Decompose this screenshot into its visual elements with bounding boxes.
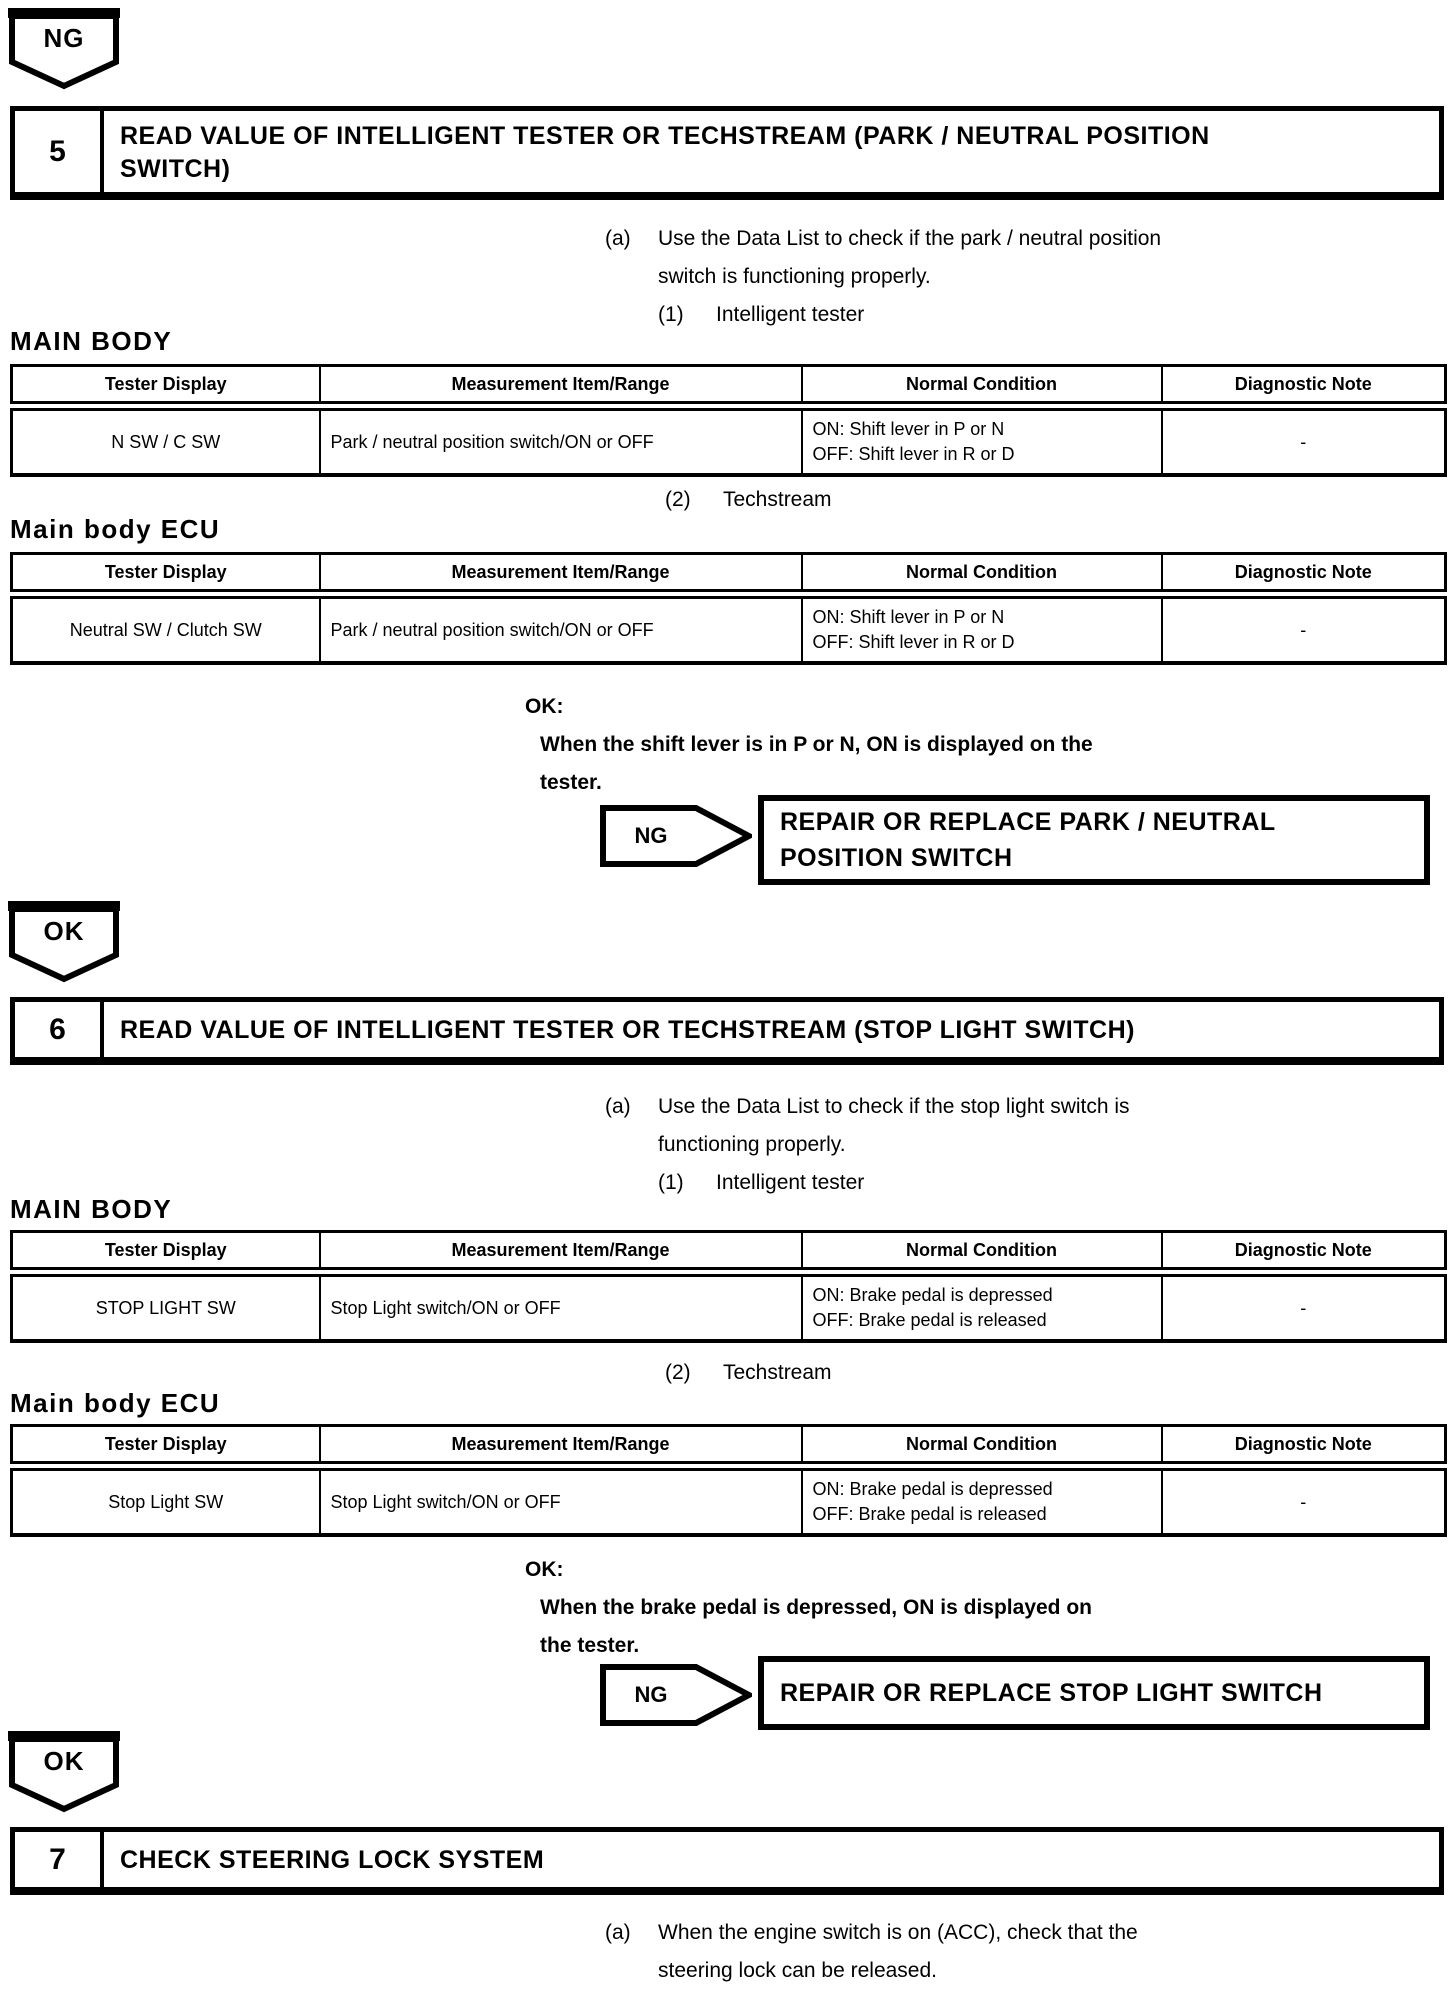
cell-tester-display: STOP LIGHT SW xyxy=(95,1297,236,1318)
ecu-heading-step5: Main body ECU xyxy=(10,514,221,544)
column-header-diagnostic-note: Diagnostic Note xyxy=(1162,1426,1446,1467)
sub-item-text: Intelligent tester xyxy=(716,303,865,326)
list-label-a: (a) xyxy=(605,1095,631,1118)
column-header-diagnostic-note: Diagnostic Note xyxy=(1162,554,1446,595)
list-label-1: (1) xyxy=(658,303,684,326)
cell-diagnostic-note: - xyxy=(1162,594,1446,663)
ng-result-step6 xyxy=(600,1656,1440,1730)
cell-diagnostic-note: - xyxy=(1162,1466,1446,1535)
ok-flow-connector-1 xyxy=(8,901,120,985)
ok-connector-label: OK xyxy=(43,1745,85,1776)
instruction-line: switch is functioning properly. xyxy=(658,265,931,288)
list-label-2: (2) xyxy=(665,488,691,511)
ng-connector-label: NG xyxy=(43,22,85,53)
step-5-title-line: SWITCH) xyxy=(120,154,231,183)
ok-label: OK: xyxy=(525,1558,564,1581)
step-7-header xyxy=(10,1827,1444,1895)
column-header-diagnostic-note: Diagnostic Note xyxy=(1162,1232,1446,1273)
list-label-2: (2) xyxy=(665,1361,691,1384)
column-header-measurement: Measurement Item/Range xyxy=(320,554,802,595)
cell-tester-display: Stop Light SW xyxy=(108,1491,224,1512)
sub-item-text: Techstream xyxy=(723,1361,832,1384)
instruction-line: Use the Data List to check if the park / neutral position xyxy=(658,227,1162,250)
repair-action-box-step5 xyxy=(758,795,1430,885)
ok-condition-note-step6 xyxy=(525,1551,1092,1665)
step-6-number: 6 xyxy=(15,1002,104,1057)
cell-measurement: Stop Light switch/ON or OFF xyxy=(320,1272,802,1341)
instruction-line: When the engine switch is on (ACC), check that the xyxy=(658,1921,1138,1944)
repair-action-line: REPAIR OR REPLACE STOP LIGHT SWITCH xyxy=(780,1679,1323,1707)
cell-measurement: Stop Light switch/ON or OFF xyxy=(320,1466,802,1535)
ok-label: OK: xyxy=(525,695,564,718)
step-6-title-line: READ VALUE OF INTELLIGENT TESTER OR TECHSTREAM (STOP LIGHT SWITCH) xyxy=(120,1016,1135,1044)
main-body-table-step6 xyxy=(10,1230,1447,1343)
step-5-instruction xyxy=(605,220,1161,334)
list-label-1: (1) xyxy=(658,1171,684,1194)
step-7-title xyxy=(104,1832,1439,1887)
ok-connector-label: OK xyxy=(43,915,85,946)
sub-item-text: Techstream xyxy=(723,488,832,511)
ng-arrow-label: NG xyxy=(634,823,668,848)
ok-condition-line: the tester. xyxy=(540,1634,640,1657)
column-header-normal-condition: Normal Condition xyxy=(802,1232,1162,1273)
step-7-number: 7 xyxy=(15,1832,104,1887)
table-row xyxy=(12,1466,1446,1535)
sub-item-text: Intelligent tester xyxy=(716,1171,865,1194)
list-label-a: (a) xyxy=(605,1921,631,1944)
instruction-line: steering lock can be released. xyxy=(658,1959,937,1982)
main-body-heading-step6: MAIN BODY xyxy=(10,1194,173,1224)
main-body-heading-step5: MAIN BODY xyxy=(10,326,173,356)
cell-tester-display: Neutral SW / Clutch SW xyxy=(69,619,262,640)
step-6-item-2 xyxy=(665,1354,832,1392)
step-6-title xyxy=(104,1002,1439,1057)
cell-normal-condition: ON: Brake pedal is depressed OFF: Brake pedal is released xyxy=(802,1466,1162,1535)
column-header-measurement: Measurement Item/Range xyxy=(320,1232,802,1273)
instruction-line: Use the Data List to check if the stop light switch is xyxy=(658,1095,1130,1118)
column-header-normal-condition: Normal Condition xyxy=(802,1426,1162,1467)
column-header-normal-condition: Normal Condition xyxy=(802,366,1162,407)
table-header-row xyxy=(12,1426,1446,1467)
ecu-heading-step6: Main body ECU xyxy=(10,1388,221,1418)
step-5-title-line: READ VALUE OF INTELLIGENT TESTER OR TECHSTREAM (PARK / NEUTRAL POSITION xyxy=(120,121,1210,150)
repair-action-box-step6 xyxy=(758,1656,1430,1730)
column-header-tester-display: Tester Display xyxy=(12,1426,320,1467)
column-header-tester-display: Tester Display xyxy=(12,1232,320,1273)
step-7-title-line: CHECK STEERING LOCK SYSTEM xyxy=(120,1846,545,1874)
table-row xyxy=(12,406,1446,475)
main-body-table-step5 xyxy=(10,364,1447,477)
column-header-diagnostic-note: Diagnostic Note xyxy=(1162,366,1446,407)
ng-result-arrow xyxy=(600,1664,752,1726)
repair-action-line: REPAIR OR REPLACE PARK / NEUTRAL xyxy=(780,808,1276,836)
ecu-table-step6 xyxy=(10,1424,1447,1537)
ok-condition-line: When the shift lever is in P or N, ON is displayed on the xyxy=(540,733,1093,756)
column-header-normal-condition: Normal Condition xyxy=(802,554,1162,595)
ok-condition-line: tester. xyxy=(540,771,602,794)
cell-normal-condition: ON: Brake pedal is depressed OFF: Brake pedal is released xyxy=(802,1272,1162,1341)
table-header-row xyxy=(12,1232,1446,1273)
column-header-tester-display: Tester Display xyxy=(12,366,320,407)
cell-measurement: Park / neutral position switch/ON or OFF xyxy=(320,594,802,663)
table-header-row xyxy=(12,554,1446,595)
ng-flow-connector xyxy=(8,8,120,92)
step-6-header xyxy=(10,997,1444,1065)
ok-condition-note-step5 xyxy=(525,688,1093,802)
step-5-item-2 xyxy=(665,481,832,519)
ng-result-step5 xyxy=(600,795,1440,885)
cell-diagnostic-note: - xyxy=(1162,406,1446,475)
step-7-instruction xyxy=(605,1914,1138,1990)
ok-condition-line: When the brake pedal is depressed, ON is displayed on xyxy=(540,1596,1092,1619)
repair-action-line: POSITION SWITCH xyxy=(780,844,1013,872)
table-row xyxy=(12,594,1446,663)
step-5-header xyxy=(10,106,1444,200)
ok-flow-connector-2 xyxy=(8,1731,120,1815)
cell-diagnostic-note: - xyxy=(1162,1272,1446,1341)
step-5-title xyxy=(104,111,1439,192)
column-header-measurement: Measurement Item/Range xyxy=(320,1426,802,1467)
cell-tester-display: N SW / C SW xyxy=(111,431,221,452)
list-label-a: (a) xyxy=(605,227,631,250)
column-header-measurement: Measurement Item/Range xyxy=(320,366,802,407)
cell-measurement: Park / neutral position switch/ON or OFF xyxy=(320,406,802,475)
ng-result-arrow xyxy=(600,805,752,867)
column-header-tester-display: Tester Display xyxy=(12,554,320,595)
ecu-table-step5 xyxy=(10,552,1447,665)
cell-normal-condition: ON: Shift lever in P or N OFF: Shift lever in R or D xyxy=(802,406,1162,475)
step-6-instruction xyxy=(605,1088,1130,1202)
ng-arrow-label: NG xyxy=(634,1682,668,1707)
table-header-row xyxy=(12,366,1446,407)
instruction-line: functioning properly. xyxy=(658,1133,846,1156)
cell-normal-condition: ON: Shift lever in P or N OFF: Shift lever in R or D xyxy=(802,594,1162,663)
step-5-number: 5 xyxy=(15,111,104,192)
table-row xyxy=(12,1272,1446,1341)
